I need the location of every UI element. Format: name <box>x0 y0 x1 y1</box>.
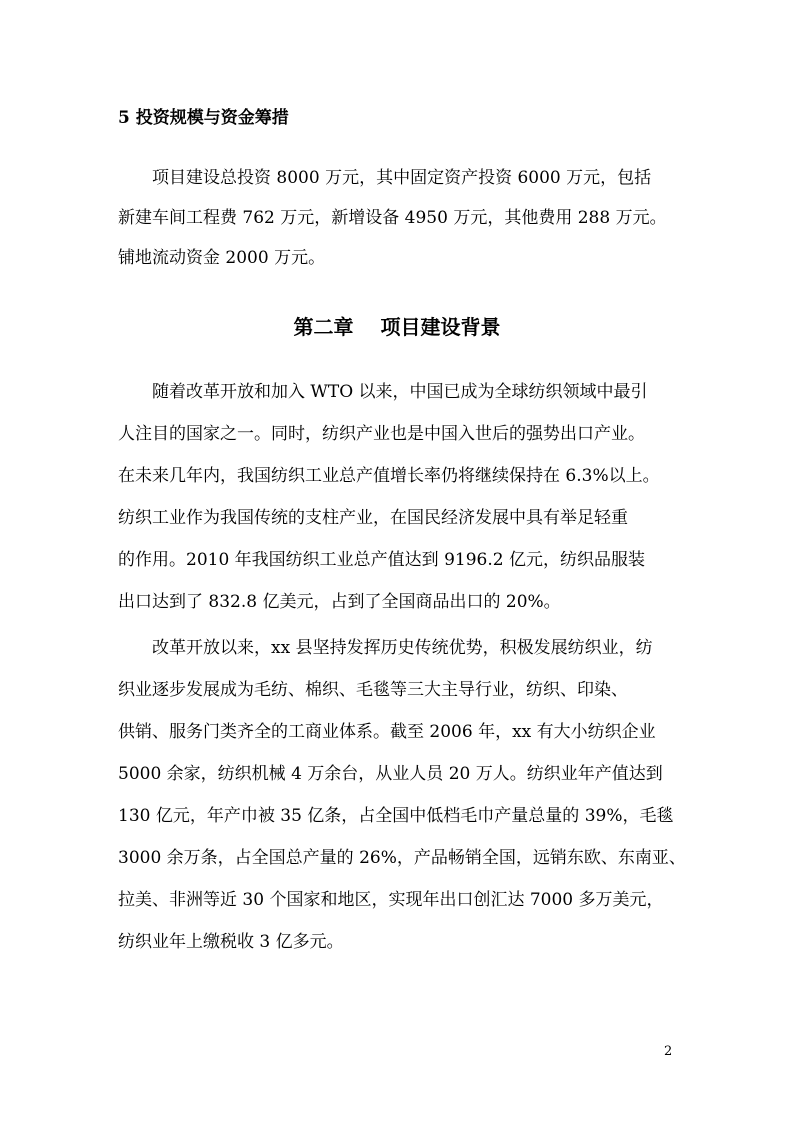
paragraph-line: 随着改革开放和加入 WTO 以来，中国已成为全球纺织领域中最引 <box>118 382 648 402</box>
paragraph-line: 纺织工业作为我国传统的支柱产业，在国民经济发展中具有举足轻重 <box>118 508 628 528</box>
paragraph-line: 130 亿元，年产巾被 35 亿条，占全国中低档毛巾产量总量的 39%，毛毯 <box>118 806 674 826</box>
paragraph-line: 的作用。2010 年我国纺织工业总产值达到 9196.2 亿元，纺织品服装 <box>118 550 645 570</box>
paragraph-line: 织业逐步发展成为毛纺、棉织、毛毯等三大主导行业，纺织、印染、 <box>118 680 628 700</box>
background-paragraph-2 <box>118 627 686 963</box>
paragraph-line: 改革开放以来，xx 县坚持发挥历史传统优势，积极发展纺织业，纺 <box>118 638 653 658</box>
paragraph-line: 铺地流动资金 2000 万元。 <box>118 248 326 268</box>
paragraph-line: 项目建设总投资 8000 万元，其中固定资产投资 6000 万元，包括 <box>118 168 652 188</box>
paragraph-line: 3000 余万条，占全国总产量的 26%，产品畅销全国，远销东欧、东南亚、 <box>118 848 686 868</box>
paragraph-line: 5000 余家，纺织机械 4 万余台，从业人员 20 万人。纺织业年产值达到 <box>118 764 663 784</box>
paragraph-line: 人注目的国家之一。同时，纺织产业也是中国入世后的强势出口产业。 <box>118 424 645 444</box>
paragraph-line: 纺织业年上缴税收 3 亿多元。 <box>118 932 344 952</box>
paragraph-line: 在未来几年内，我国纺织工业总产值增长率仍将继续保持在 6.3%以上。 <box>118 466 660 486</box>
page-number: 2 <box>664 1044 673 1059</box>
paragraph-line: 供销、服务门类齐全的工商业体系。截至 2006 年，xx 有大小纺织企业 <box>118 722 656 742</box>
investment-paragraph <box>118 158 682 278</box>
paragraph-line: 新建车间工程费 762 万元，新增设备 4950 万元，其他费用 288 万元。 <box>118 208 667 228</box>
section-heading: 5 投资规模与资金筹措 <box>118 108 289 128</box>
background-paragraph-1 <box>118 371 682 623</box>
paragraph-line: 出口达到了 832.8 亿美元，占到了全国商品出口的 20%。 <box>118 592 561 612</box>
paragraph-line: 拉美、非洲等近 30 个国家和地区，实现年出口创汇达 7000 多万美元， <box>118 890 664 910</box>
chapter-title: 第二章 项目建设背景 <box>293 315 501 339</box>
